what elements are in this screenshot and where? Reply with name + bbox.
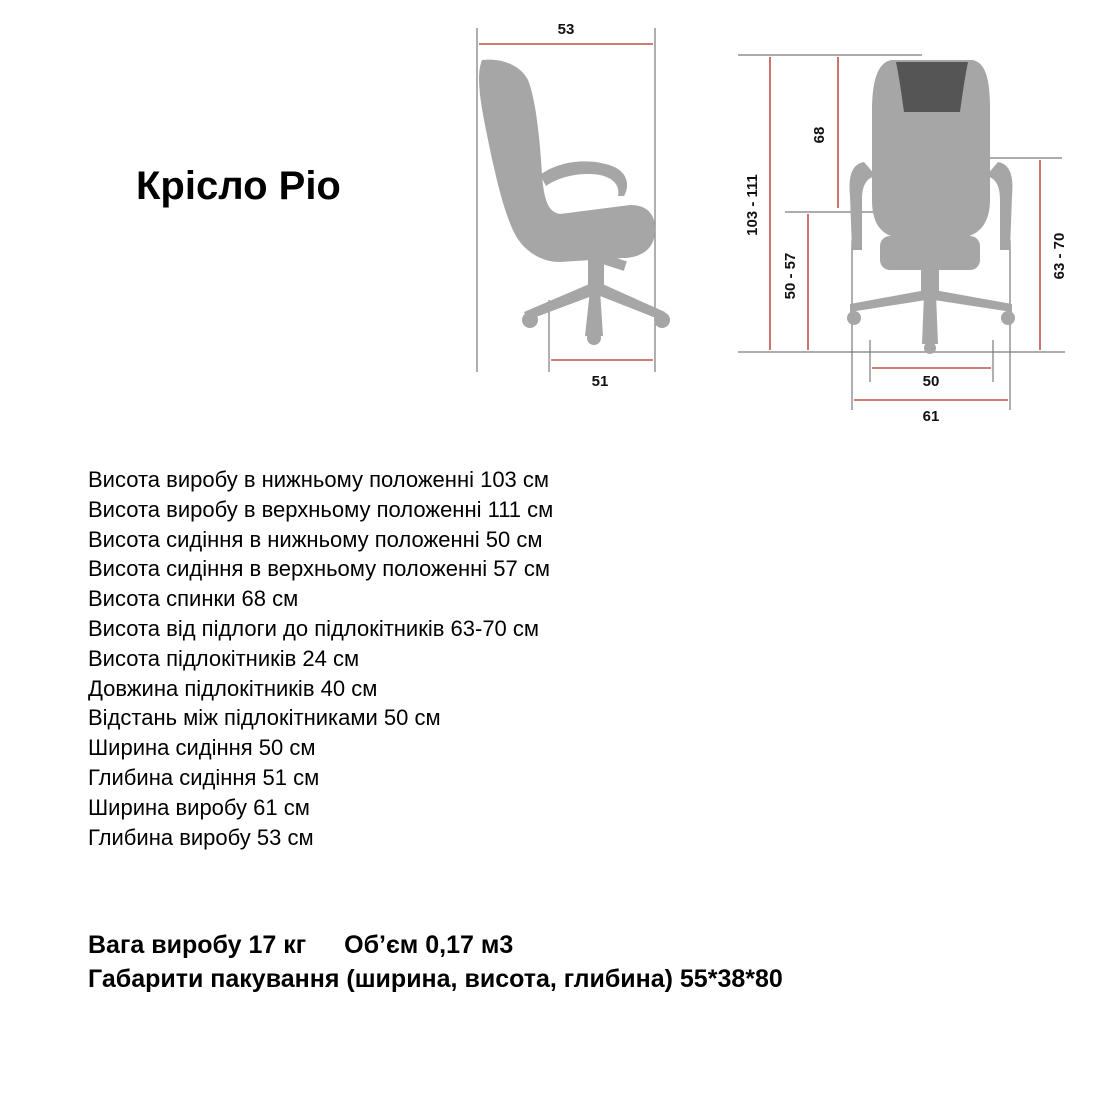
spec-item: Ширина виробу 61 см bbox=[88, 794, 310, 820]
chair-front-view bbox=[738, 55, 1068, 425]
spec-item: Глибина виробу 53 см bbox=[88, 824, 314, 850]
weight-volume-row bbox=[88, 928, 783, 962]
spec-list bbox=[88, 465, 553, 852]
spec-item: Висота сидіння в нижньому положенні 50 см bbox=[88, 526, 543, 552]
summary-block bbox=[88, 928, 783, 996]
side-seat-depth-label: 51 bbox=[591, 373, 609, 390]
spec-item: Висота виробу в нижньому положенні 103 см bbox=[88, 467, 550, 492]
front-total-width-label: 61 bbox=[922, 408, 940, 425]
page-title: Крісло Pio bbox=[136, 164, 341, 208]
spec-item: Ширина сидіння 50 см bbox=[88, 735, 316, 761]
spec-item: Глибина сидіння 51 см bbox=[88, 764, 320, 790]
front-seat-width-label: 50 bbox=[922, 373, 940, 390]
spec-item: Відстань між підлокітниками 50 см bbox=[88, 705, 441, 731]
spec-item: Висота підлокітників 24 см bbox=[88, 645, 360, 671]
front-armrest-height-label: 63 - 70 bbox=[1051, 232, 1068, 280]
spec-item: Висота сидіння в верхньому положенні 57 см bbox=[88, 556, 550, 582]
weight-text: Вага виробу 17 кг bbox=[88, 931, 307, 959]
spec-item: Висота спинки 68 см bbox=[88, 586, 299, 612]
volume-text: Об’єм 0,17 м3 bbox=[344, 931, 514, 959]
chair-side-view bbox=[477, 21, 670, 390]
front-seat-height-label: 50 - 57 bbox=[782, 252, 799, 300]
spec-item: Висота виробу в верхньому положенні 111 см bbox=[88, 496, 554, 522]
spec-item: Довжина підлокітників 40 см bbox=[88, 675, 378, 701]
chair-dimension-diagram bbox=[0, 0, 1100, 440]
front-back-height-label: 68 bbox=[811, 126, 828, 144]
packaging-text: Габарити пакування (ширина, висота, глибина) 55*38*80 bbox=[88, 965, 783, 993]
side-depth-label: 53 bbox=[557, 21, 575, 38]
front-total-height-label: 103 - 111 bbox=[744, 174, 761, 236]
spec-item: Висота від підлоги до підлокітників 63-70 см bbox=[88, 615, 540, 641]
